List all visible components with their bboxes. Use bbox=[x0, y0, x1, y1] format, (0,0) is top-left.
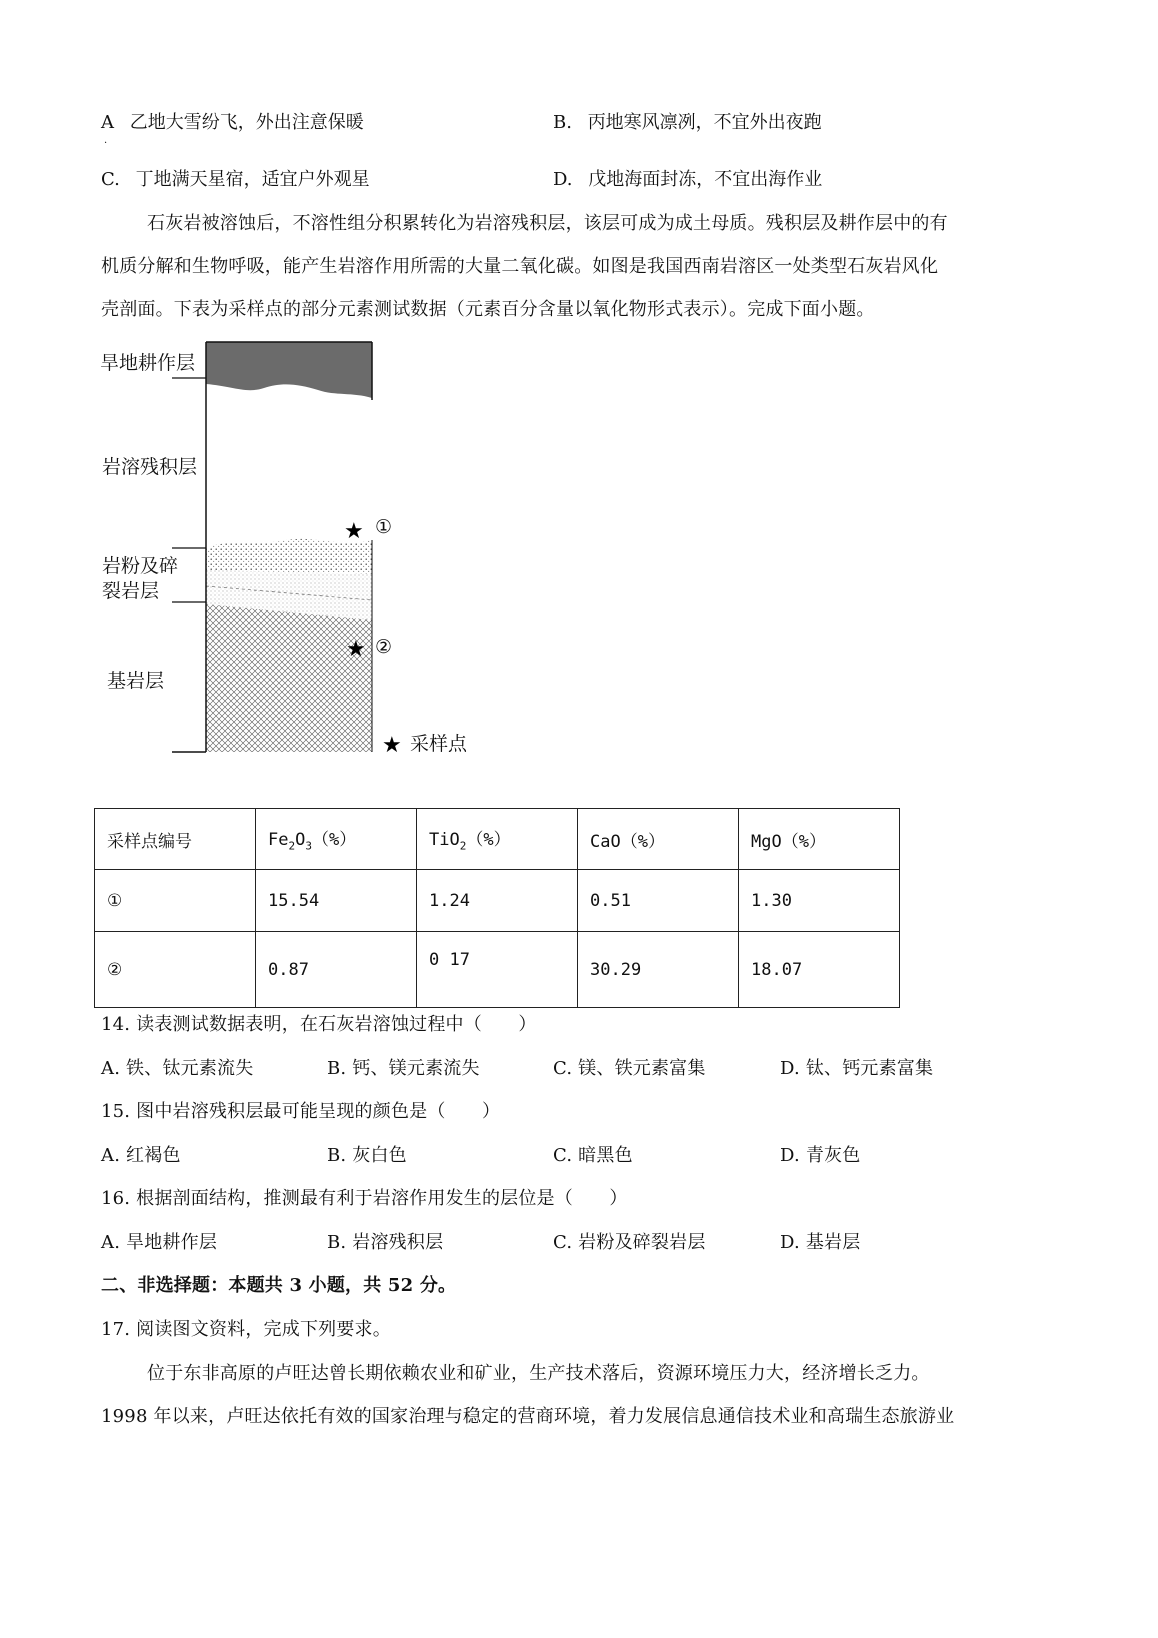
legend-label: 采样点 bbox=[410, 733, 468, 755]
table-header-cell: $Fe_2O_3(\%)$ bbox=[256, 809, 417, 870]
table-row bbox=[95, 870, 900, 932]
sample-point-1: ① bbox=[375, 516, 393, 538]
table-cell: 1.30 bbox=[739, 870, 900, 932]
intro-line-2: 机质分解和生物呼吸，能产生岩溶作用所需的大量二氧化碳。如图是我国西南岩溶区一处类型石灰岩风化 bbox=[101, 256, 939, 277]
option-text: 乙地大雪纷飞，外出注意保暖 bbox=[129, 112, 364, 133]
rock-powder-layer bbox=[206, 539, 372, 574]
table-cell: 1.24 bbox=[417, 870, 578, 932]
profile-diagram bbox=[90, 338, 500, 768]
table-cell: 18.07 bbox=[739, 932, 900, 1008]
question-15-option-c: C. 暗黑色 bbox=[553, 1145, 633, 1166]
stray-dot: . bbox=[104, 135, 108, 146]
question-16-option-b: B. 岩溶残积层 bbox=[327, 1232, 444, 1253]
question-15-option-d: D. 青灰色 bbox=[780, 1145, 861, 1166]
question-15-option-b: B. 灰白色 bbox=[327, 1145, 407, 1166]
option-d bbox=[553, 171, 822, 189]
question-15-option-a: A. 红褐色 bbox=[101, 1145, 181, 1166]
option-text: 戊地海面封冻，不宜出海作业 bbox=[588, 169, 823, 190]
table-row bbox=[95, 932, 900, 1008]
option-letter: A bbox=[101, 112, 114, 133]
option-text: 丁地满天星宿，适宜户外观星 bbox=[135, 169, 370, 190]
question-14-option-a: A. 铁、钛元素流失 bbox=[101, 1058, 254, 1079]
question-15-stem: 15. 图中岩溶残积层最可能呈现的颜色是（ ） bbox=[101, 1101, 501, 1122]
layer-label-powder-1: 岩粉及碎 bbox=[102, 555, 179, 577]
option-text: 丙地寒风凛冽，不宜外出夜跑 bbox=[587, 112, 822, 133]
option-a bbox=[101, 114, 364, 132]
option-b bbox=[553, 114, 822, 132]
table-header-cell: 采样点编号 bbox=[95, 809, 256, 870]
question-16-option-d: D. 基岩层 bbox=[780, 1232, 861, 1253]
table-cell: 15.54 bbox=[256, 870, 417, 932]
layer-label-residual: 岩溶残积层 bbox=[102, 456, 198, 478]
table-header-cell: TiO$_2$（%） bbox=[417, 809, 578, 870]
cultivated-layer bbox=[206, 342, 372, 398]
table-cell: 0.51 bbox=[578, 870, 739, 932]
intro-line-1: 石灰岩被溶蚀后，不溶性组分积累转化为岩溶残积层，该层可成为成土母质。残积层及耕作层中的有 bbox=[147, 213, 948, 234]
star-icon: ★ bbox=[382, 733, 402, 758]
bedrock-layer bbox=[206, 604, 372, 752]
question-17-line-1: 位于东非高原的卢旺达曾长期依赖农业和矿业，生产技术落后，资源环境压力大，经济增长乏力。 bbox=[147, 1363, 930, 1384]
star-icon: ★ bbox=[346, 637, 366, 662]
question-16-option-a: A. 旱地耕作层 bbox=[101, 1232, 218, 1253]
table-cell: 0.87 bbox=[256, 932, 417, 1008]
option-letter: C. bbox=[101, 169, 120, 190]
question-14-option-c: C. 镁、铁元素富集 bbox=[553, 1058, 706, 1079]
sample-point-2: ② bbox=[375, 636, 393, 658]
question-14-option-d: D. 钛、钙元素富集 bbox=[780, 1058, 934, 1079]
table-header-cell: MgO（%） bbox=[739, 809, 900, 870]
table-cell: 0 17 bbox=[417, 932, 578, 1008]
question-14-option-b: B. 钙、镁元素流失 bbox=[327, 1058, 480, 1079]
table-cell: ① bbox=[95, 870, 256, 932]
layer-label-powder-2: 裂岩层 bbox=[102, 580, 160, 602]
question-14-stem: 14. 读表测试数据表明，在石灰岩溶蚀过程中（ ） bbox=[101, 1014, 537, 1035]
table-cell: 30.29 bbox=[578, 932, 739, 1008]
question-17-line-2: 1998 年以来，卢旺达依托有效的国家治理与稳定的营商环境，着力发展信息通信技术业和高瑞生态旅游业 bbox=[101, 1406, 955, 1427]
element-data-table bbox=[94, 808, 900, 1008]
question-16-option-c: C. 岩粉及碎裂岩层 bbox=[553, 1232, 706, 1253]
layer-label-cultivated: 旱地耕作层 bbox=[100, 352, 196, 374]
table-cell: ② bbox=[95, 932, 256, 1008]
table-header-cell: CaO（%） bbox=[578, 809, 739, 870]
question-17-stem: 17. 阅读图文资料，完成下列要求。 bbox=[101, 1319, 391, 1340]
layer-label-bedrock: 基岩层 bbox=[107, 670, 165, 692]
option-letter: B. bbox=[553, 112, 572, 133]
option-letter: D. bbox=[553, 169, 573, 190]
question-16-stem: 16. 根据剖面结构，推测最有利于岩溶作用发生的层位是（ ） bbox=[101, 1188, 628, 1209]
intro-line-3: 壳剖面。下表为采样点的部分元素测试数据（元素百分含量以氧化物形式表示）。完成下面小题。 bbox=[101, 299, 875, 320]
table-header-row bbox=[95, 809, 900, 870]
option-c bbox=[101, 171, 370, 189]
star-icon: ★ bbox=[344, 519, 364, 544]
section-heading: 二、非选择题：本题共 3 小题，共 52 分。 bbox=[101, 1275, 457, 1296]
